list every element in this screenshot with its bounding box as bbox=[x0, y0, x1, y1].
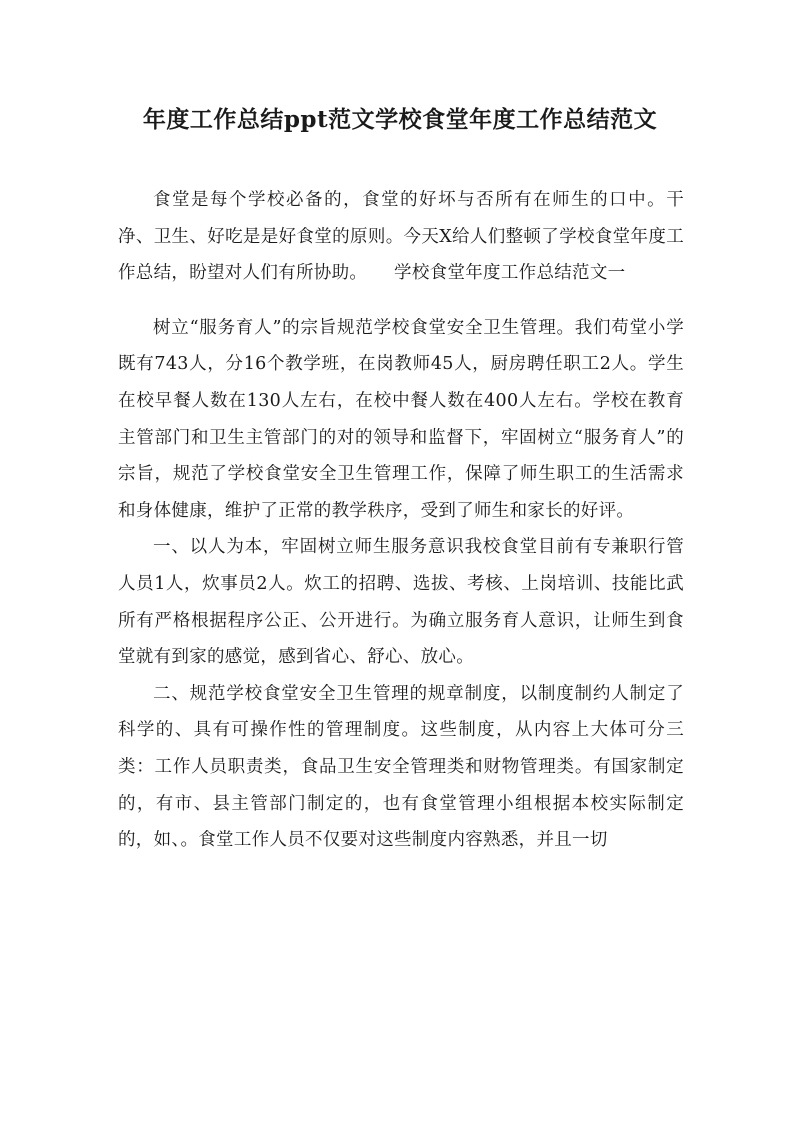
paragraph-intro: 食堂是每个学校必备的，食堂的好坏与否所有在师生的口中。干净、卫生、好吃是是好食堂的原则。今天X给人们整顿了学校食堂年度工作总结，盼望对人们有所协助。 学校食堂年度工作总结范文一 bbox=[118, 190, 684, 284]
paragraph-section-one: 一、以人为本，牢固树立师生服务意识我校食堂目前有专兼职行管人员1人，炊事员2人。炊工的招聘、选拔、考核、上岗培训、技能比武所有严格根据程序公正、公开进行。为确立服务育人意识，让师生到食堂就有到家的感觉，感到省心、舒心、放心。 bbox=[118, 537, 684, 668]
document-title: 年度工作总结ppt范文学校食堂年度工作总结范文 bbox=[142, 106, 658, 133]
paragraph-service: 树立“服务育人”的宗旨规范学校食堂安全卫生管理。我们苟堂小学既有743人，分16个教学班，在岗教师45人，厨房聘任职工2人。学生在校早餐人数在130人左右，在校中餐人数在400人左右。学校在教育主管部门和卫生主管部门的对的领导和监督下，牢固树立“服务育人”的宗旨，规范了学校食堂安全卫生管理工作，保障了师生职工的生活需求和身体健康，维护了正常的教学秩序，受到了师生和家长的好评。 bbox=[118, 317, 684, 521]
document-body bbox=[118, 182, 684, 859]
paragraph-section-two: 二、规范学校食堂安全卫生管理的规章制度，以制度制约人制定了科学的、具有可操作性的管理制度。这些制度，从内容上大体可分三类：工作人员职责类，食品卫生安全管理类和财物管理类。有国家制定的，有市、县主管部门制定的，也有食堂管理小组根据本校实际制定的，如、。食堂工作人员不仅要对这些制度内容熟悉，并且一切 bbox=[118, 683, 684, 851]
